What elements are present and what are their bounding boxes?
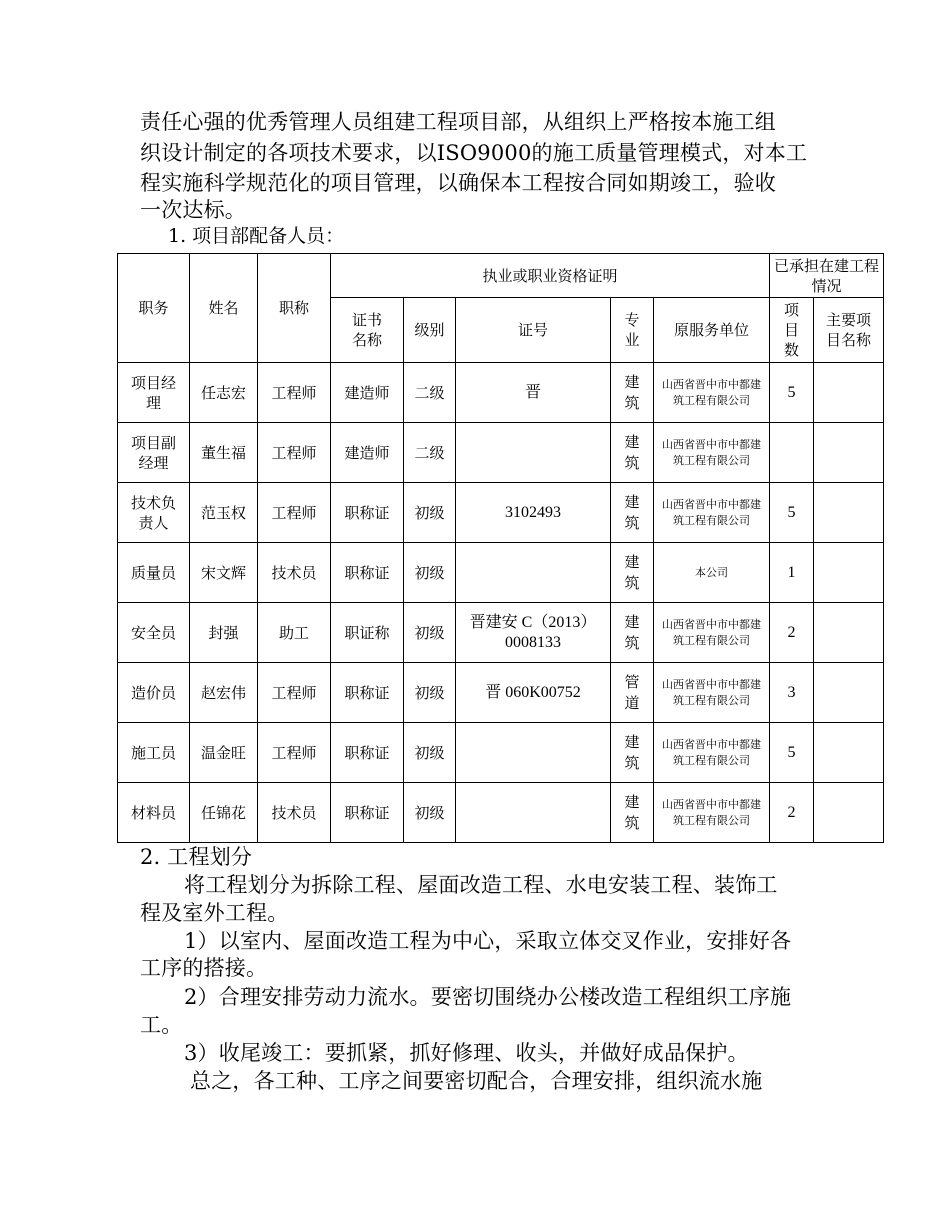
cell-count: 5 [770,363,814,423]
cell-cert: 职称证 [331,723,404,783]
header-row-1 [118,254,884,298]
intro-line-1: 责任心强的优秀管理人员组建工程项目部，从组织上严格按本施工组 [140,110,776,134]
cell-count: 5 [770,723,814,783]
header-title: 职称 [258,254,331,363]
table-row [118,783,884,843]
cell-cert-no: 晋 060K00752 [456,663,611,723]
cell-specialty: 建筑 [611,783,654,843]
table-row [118,423,884,483]
cell-unit: 山西省晋中市中都建筑工程有限公司 [654,723,770,783]
cell-projects [814,483,884,543]
cell-unit: 山西省晋中市中都建筑工程有限公司 [654,423,770,483]
intro-line-2: 织设计制定的各项技术要求，以ISO9000的施工质量管理模式，对本工 [140,141,808,165]
cell-position: 技术负责人 [118,483,190,543]
cell-unit: 山西省晋中市中都建筑工程有限公司 [654,363,770,423]
header-cert-no: 证号 [456,298,611,363]
cell-title: 工程师 [258,663,331,723]
body-line-3: 1）以室内、屋面改造工程为中心，采取立体交叉作业，安排好各 [184,929,792,953]
cell-title: 工程师 [258,483,331,543]
cell-level: 初级 [404,783,456,843]
cell-name: 任锦花 [190,783,258,843]
cell-level: 初级 [404,663,456,723]
cell-name: 温金旺 [190,723,258,783]
body-line-4: 工序的搭接。 [140,956,268,980]
cell-position: 施工员 [118,723,190,783]
cell-cert-no [456,783,611,843]
body-line-1: 将工程划分为拆除工程、屋面改造工程、水电安装工程、装饰工 [184,873,778,897]
cell-position: 项目副经理 [118,423,190,483]
cell-cert-no [456,423,611,483]
table-row [118,723,884,783]
cell-name: 赵宏伟 [190,663,258,723]
cell-count [770,423,814,483]
cell-title: 助工 [258,603,331,663]
cell-title: 技术员 [258,543,331,603]
header-name: 姓名 [190,254,258,363]
cell-specialty: 建筑 [611,723,654,783]
table-row [118,543,884,603]
cell-cert-no: 晋建安 C（2013）0008133 [456,603,611,663]
cell-title: 技术员 [258,783,331,843]
body-line-8: 总之，各工种、工序之间要密切配合，合理安排，组织流水施 [190,1069,763,1093]
cell-unit: 山西省晋中市中都建筑工程有限公司 [654,783,770,843]
cell-unit: 山西省晋中市中都建筑工程有限公司 [654,483,770,543]
cell-cert: 职称证 [331,663,404,723]
cell-projects [814,663,884,723]
cell-projects [814,723,884,783]
cell-position: 质量员 [118,543,190,603]
cell-projects [814,363,884,423]
cell-specialty: 管道 [611,663,654,723]
header-project-count: 项目数 [770,298,814,363]
section1-title: 1. 项目部配备人员： [168,225,345,247]
cell-specialty: 建筑 [611,543,654,603]
cell-level: 初级 [404,483,456,543]
header-prev-unit: 原服务单位 [654,298,770,363]
cell-title: 工程师 [258,423,331,483]
cell-projects [814,783,884,843]
cell-unit: 山西省晋中市中都建筑工程有限公司 [654,663,770,723]
cell-position: 项目经理 [118,363,190,423]
cell-level: 二级 [404,423,456,483]
cell-specialty: 建筑 [611,363,654,423]
cell-count: 5 [770,483,814,543]
cell-title: 工程师 [258,363,331,423]
intro-line-4: 一次达标。 [140,198,246,222]
header-position: 职务 [118,254,190,363]
cell-name: 封强 [190,603,258,663]
cell-cert: 建造师 [331,363,404,423]
cell-specialty: 建筑 [611,483,654,543]
header-projects-group: 已承担在建工程情况 [770,254,884,298]
body-line-2: 程及室外工程。 [140,901,289,925]
table-row [118,663,884,723]
body-line-5: 2）合理安排劳动力流水。要密切围绕办公楼改造工程组织工序施 [184,985,792,1009]
cell-name: 任志宏 [190,363,258,423]
header-qualification-group: 执业或职业资格证明 [331,254,770,298]
cell-cert: 职称证 [331,543,404,603]
body-line-7: 3）收尾竣工：要抓紧，抓好修理、收头，并做好成品保护。 [184,1041,749,1065]
header-level: 级别 [404,298,456,363]
cell-cert-no: 晋 [456,363,611,423]
cell-level: 初级 [404,603,456,663]
table-row [118,483,884,543]
section2-title: 2. 工程划分 [140,845,253,869]
cell-specialty: 建筑 [611,423,654,483]
cell-cert: 建造师 [331,423,404,483]
cell-specialty: 建筑 [611,603,654,663]
cell-cert-no [456,543,611,603]
table-row [118,363,884,423]
cell-cert: 职称证 [331,483,404,543]
table-row [118,603,884,663]
cell-unit: 本公司 [654,543,770,603]
cell-title: 工程师 [258,723,331,783]
cell-projects [814,603,884,663]
cell-projects [814,543,884,603]
cell-count: 1 [770,543,814,603]
header-cert-name: 证书名称 [331,298,404,363]
cell-count: 2 [770,783,814,843]
cell-position: 安全员 [118,603,190,663]
cell-level: 初级 [404,723,456,783]
body-line-6: 工。 [140,1013,183,1037]
header-main-projects: 主要项目名称 [814,298,884,363]
header-specialty: 专业 [611,298,654,363]
cell-level: 初级 [404,543,456,603]
cell-cert: 职称证 [331,783,404,843]
cell-position: 材料员 [118,783,190,843]
cell-level: 二级 [404,363,456,423]
cell-cert: 职证称 [331,603,404,663]
intro-line-3: 程实施科学规范化的项目管理，以确保本工程按合同如期竣工，验收 [140,171,776,195]
cell-position: 造价员 [118,663,190,723]
cell-name: 宋文辉 [190,543,258,603]
cell-name: 范玉权 [190,483,258,543]
cell-count: 2 [770,603,814,663]
cell-name: 董生福 [190,423,258,483]
staff-table [117,253,884,843]
cell-cert-no [456,723,611,783]
cell-count: 3 [770,663,814,723]
cell-projects [814,423,884,483]
cell-cert-no: 3102493 [456,483,611,543]
cell-unit: 山西省晋中市中都建筑工程有限公司 [654,603,770,663]
